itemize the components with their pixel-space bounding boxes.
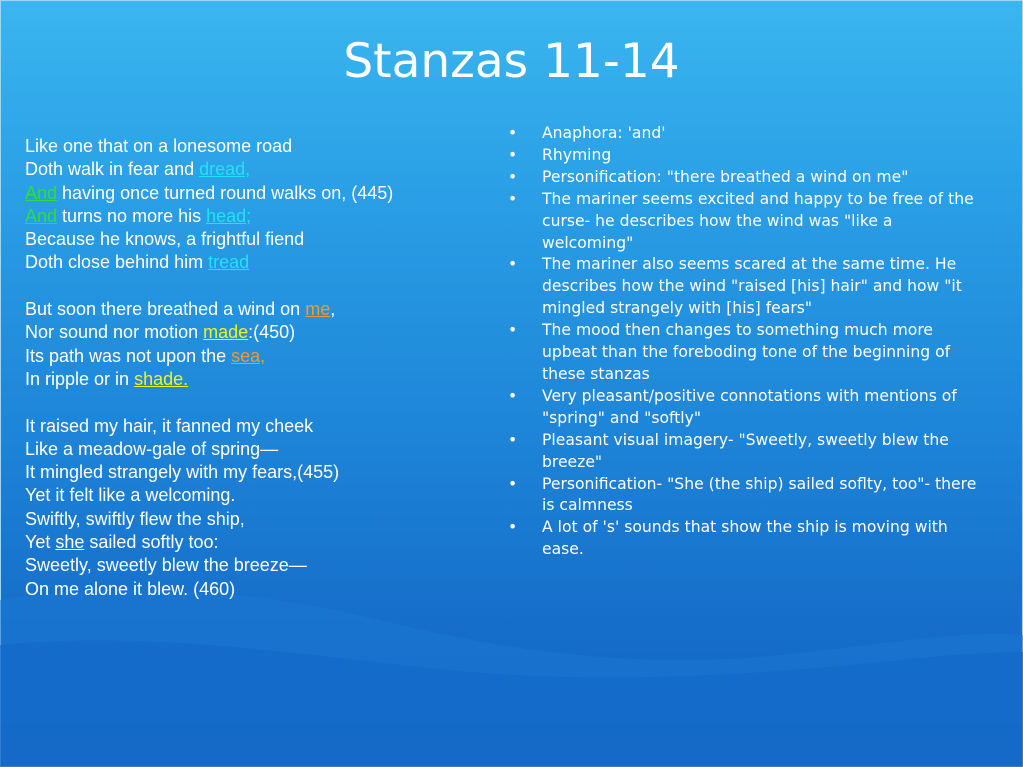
poem-text-span: It raised my hair, it fanned my cheek — [25, 415, 314, 436]
highlight-word-cyan: tread — [208, 252, 250, 273]
poem-line — [25, 415, 495, 438]
poem-text-span: Swiftly, swiftly flew the ship, — [25, 508, 245, 529]
poem-text-span: On me alone it blew. (460) — [25, 578, 236, 599]
poem-line — [25, 135, 495, 158]
bullet-text: A lot of 's' sounds that show the ship is moving with ease. — [542, 518, 948, 559]
bullet-icon: • — [508, 518, 518, 537]
poem-line — [25, 158, 495, 181]
stanza-gap — [25, 391, 495, 414]
poem-text-span: having once turned round walks on, (445) — [57, 182, 394, 203]
highlight-word-cyan: head; — [206, 205, 252, 226]
bullet-text: Anaphora: 'and' — [542, 124, 666, 142]
bullet-text: Personification: "there breathed a wind on me" — [542, 167, 909, 186]
poem-text-span: Yet — [25, 532, 56, 553]
bullet-item — [508, 320, 978, 386]
bullet-item — [508, 517, 978, 561]
stanza-gap — [25, 275, 495, 298]
analysis-bullet-list — [508, 123, 978, 561]
highlight-word-orange: me — [305, 299, 331, 320]
poem-line — [25, 578, 495, 601]
poem-line — [25, 228, 495, 251]
poem-line — [25, 345, 495, 368]
bullet-text: The mariner also seems scared at the same time. He describes how the wind "raised [his] hair" and how "it mingled strangely with [his] fears" — [542, 255, 962, 318]
poem-text-span: Like a meadow-gale of spring— — [25, 438, 279, 459]
poem-text-span: Doth close behind him — [25, 252, 209, 273]
poem-line — [25, 508, 495, 531]
bullet-item — [508, 254, 978, 320]
poem-text-span: It mingled strangely with my fears,(455) — [25, 462, 340, 483]
bullet-item — [508, 189, 978, 255]
poem-text — [25, 135, 495, 601]
poem-line — [25, 368, 495, 391]
highlight-word-cyan: dread, — [199, 159, 251, 180]
poem-line — [25, 251, 495, 274]
poem-line — [25, 461, 495, 484]
poem-line — [25, 438, 495, 461]
bullet-item — [508, 167, 978, 189]
bullet-text: Personification- "She (the ship) sailed soflty, too"- there is calmness — [542, 474, 977, 515]
highlight-word-white: she — [55, 532, 85, 553]
highlight-word-yellow: made — [203, 322, 249, 343]
bullet-item — [508, 474, 978, 518]
highlight-word-green: And — [25, 182, 58, 203]
bullet-item — [508, 430, 978, 474]
bullet-icon: • — [508, 386, 518, 405]
poem-text-span: Nor sound nor motion — [25, 322, 204, 343]
bullet-item — [508, 145, 978, 167]
bullet-icon: • — [508, 430, 518, 449]
poem-line — [25, 298, 495, 321]
bullet-icon: • — [508, 189, 518, 208]
slide-title: Stanzas 11-14 — [343, 34, 680, 89]
poem-text-span: :(450) — [248, 322, 296, 343]
poem-text-span: sailed softly too: — [84, 532, 219, 553]
bullet-text: Very pleasant/positive connotations with mentions of "spring" and "softly" — [542, 386, 957, 427]
bullet-icon: • — [508, 145, 518, 164]
highlight-word-yellow: shade. — [134, 368, 189, 389]
poem-text-span: In ripple or in — [25, 368, 135, 389]
poem-line — [25, 321, 495, 344]
poem-line — [25, 484, 495, 507]
poem-text-span: Yet it felt like a welcoming. — [25, 485, 236, 506]
poem-line — [25, 205, 495, 228]
bullet-icon: • — [508, 255, 518, 274]
poem-text-span: But soon there breathed a wind on — [25, 299, 306, 320]
bullet-text: Rhyming — [542, 145, 612, 164]
bullet-text: The mood then changes to something much more upbeat than the foreboding tone of the beginning of these stanzas — [542, 321, 951, 383]
poem-text-span: Like one that on a lonesome road — [25, 136, 293, 156]
highlight-word-green: And — [25, 205, 58, 226]
bullet-text: The mariner seems excited and happy to be free of the curse- he describes how the wind was "like a welcoming" — [542, 189, 974, 252]
bullet-icon: • — [508, 167, 518, 186]
bullet-icon: • — [508, 321, 518, 340]
poem-text-span: Its path was not upon the — [25, 345, 232, 366]
poem-text-span: , — [330, 299, 336, 320]
poem-text-span: Doth walk in fear and — [25, 159, 200, 180]
poem-line — [25, 554, 495, 577]
poem-line — [25, 531, 495, 554]
poem-text-span: Because he knows, a frightful fiend — [25, 229, 305, 250]
poem-line — [25, 182, 495, 205]
bullet-item — [508, 123, 978, 145]
poem-text-span: turns no more his — [57, 205, 207, 226]
bullet-item — [508, 386, 978, 430]
bullet-icon: • — [508, 474, 518, 493]
bullet-text: Pleasant visual imagery- "Sweetly, sweetly blew the breeze" — [542, 430, 949, 471]
highlight-word-orange: sea, — [231, 345, 266, 366]
poem-text-span: Sweetly, sweetly blew the breeze— — [25, 555, 307, 576]
bullet-icon: • — [508, 124, 518, 142]
